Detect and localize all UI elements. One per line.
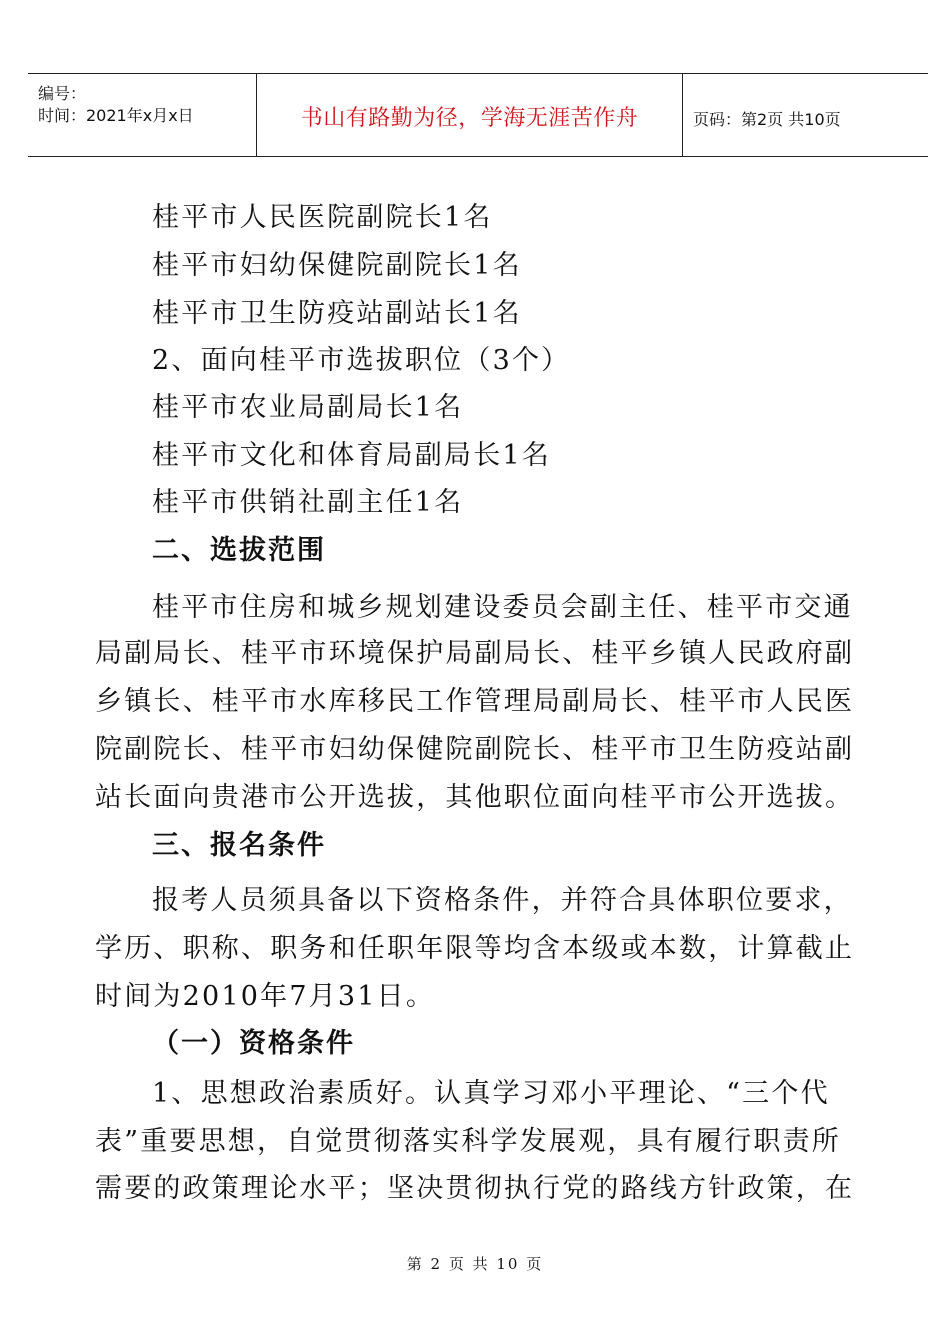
section-heading: 三、报名条件 [152, 830, 326, 861]
position-line: 桂平市供销社副主任1名 [152, 487, 464, 518]
page-info: 页码：第2页 共10页 [693, 110, 841, 129]
paragraph-line: 站长面向贵港市公开选拔，其他职位面向桂平市公开选拔。 [95, 782, 855, 813]
paragraph-line: 时间为2010年7月31日。 [95, 981, 436, 1012]
subsection-heading: （一）资格条件 [152, 1028, 355, 1059]
slogan: 书山有路勤为径，学海无涯苦作舟 [300, 106, 639, 131]
paragraph-line: 报考人员须具备以下资格条件，并符合具体职位要求， [152, 885, 853, 916]
section-heading: 二、选拔范围 [152, 535, 326, 566]
header-meta-cell [28, 74, 257, 156]
position-line: 桂平市人民医院副院长1名 [152, 202, 493, 233]
page-footer: 第 2 页 共 10 页 [406, 1255, 544, 1273]
header-slogan-cell [257, 74, 683, 156]
subsection-heading: 2、面向桂平市选拔职位（3个） [152, 345, 571, 376]
paragraph-line: 需要的政策理论水平；坚决贯彻执行党的路线方针政策，在 [95, 1173, 855, 1204]
paragraph-line: 表”重要思想，自觉贯彻落实科学发展观，具有履行职责所 [95, 1126, 842, 1157]
paragraph-line: 院副院长、桂平市妇幼保健院副院长、桂平市卫生防疫站副 [95, 734, 855, 765]
position-line: 桂平市农业局副局长1名 [152, 392, 464, 423]
paragraph-line: 局副局长、桂平市环境保护局副局长、桂平乡镇人民政府副 [95, 638, 855, 669]
document-header [28, 73, 928, 157]
position-line: 桂平市文化和体育局副局长1名 [152, 440, 551, 471]
paragraph-line: 桂平市住房和城乡规划建设委员会副主任、桂平市交通 [152, 592, 853, 623]
serial-number-label: 编号： [38, 84, 87, 103]
paragraph-line: 学历、职称、职务和任职年限等均含本级或本数，计算截止 [95, 933, 855, 964]
position-line: 桂平市妇幼保健院副院长1名 [152, 250, 522, 281]
header-page-cell [683, 74, 928, 156]
date-label: 时间：2021年x月x日 [38, 106, 194, 125]
paragraph-line: 1、思想政治素质好。认真学习邓小平理论、“三个代 [152, 1078, 830, 1109]
paragraph-line: 乡镇长、桂平市水库移民工作管理局副局长、桂平市人民医 [95, 686, 855, 717]
position-line: 桂平市卫生防疫站副站长1名 [152, 298, 522, 329]
